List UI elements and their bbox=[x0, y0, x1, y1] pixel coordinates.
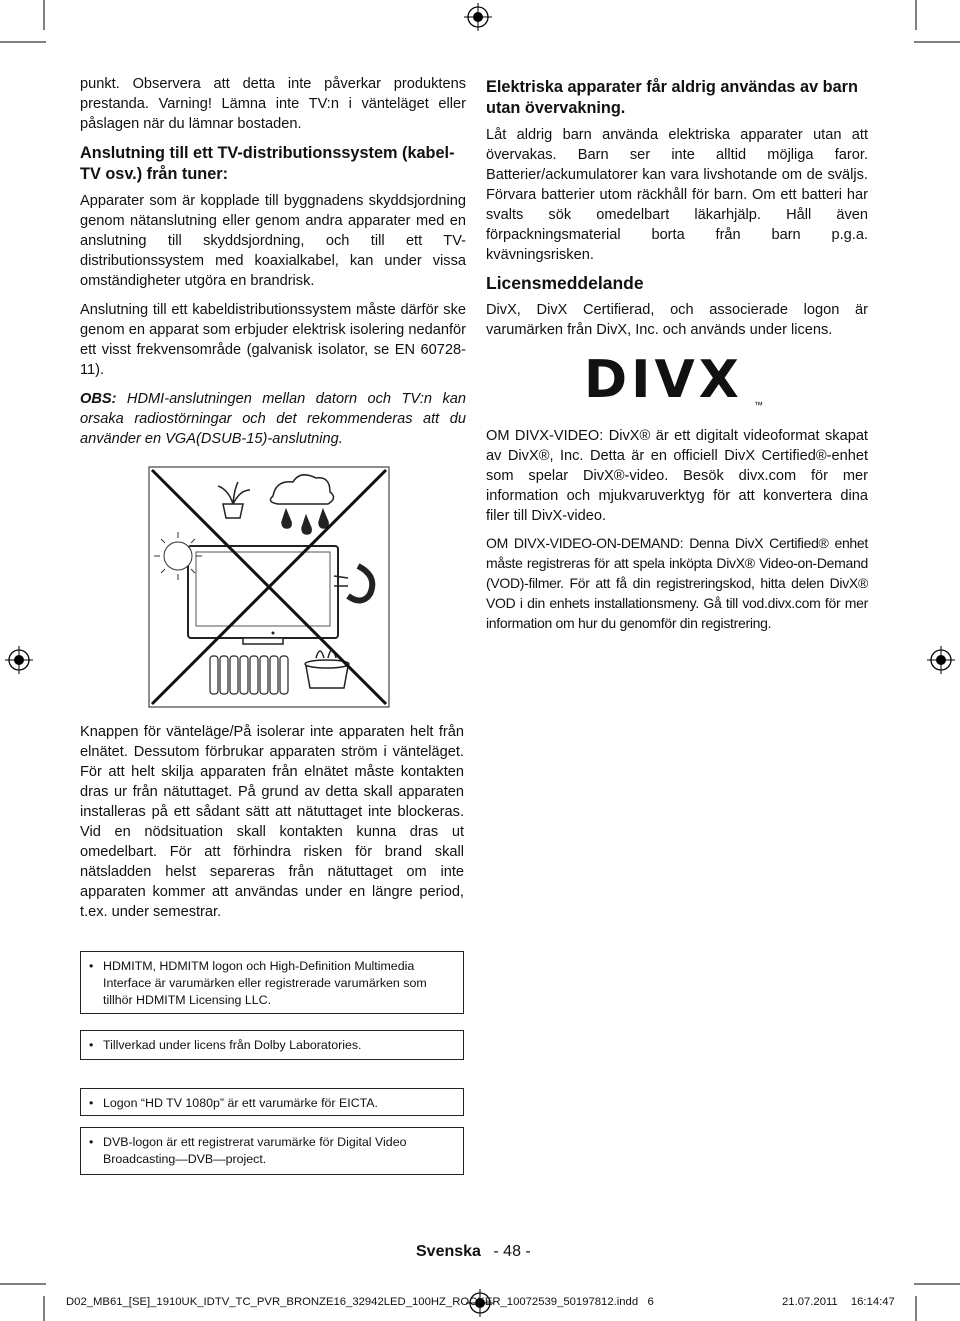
safety-warning-illustration bbox=[148, 466, 390, 708]
paragraph-children-safety: Låt aldrig barn använda elektriska apparater utan att övervakas. Barn ser inte alltid möjliga faror. Batterier/ackumulatorer kan vara livshotande om de sväljs. Förvara batterier utom räckhåll för barn. Om ett batteri har svalts sök omedelbart läkarhjälp. Håll även förpackningsmaterial borta från barn p.g.a. kvävningsrisken. bbox=[486, 127, 868, 263]
print-slug-filename: D02_MB61_[SE]_1910UK_IDTV_TC_PVR_BRONZE16_32942LED_100HZ_ROCKER_10072539_50197812.indd 6 bbox=[66, 1296, 654, 1308]
notice-text: DVB-logon är ett registrerat varumärke för Digital Video Broadcasting—DVB—project. bbox=[103, 1135, 407, 1166]
bullet: • bbox=[89, 959, 94, 973]
footer-page-number: - 48 - bbox=[493, 1243, 531, 1260]
right-column bbox=[486, 77, 868, 633]
paragraph-grounding: Apparater som är kopplade till byggnadens skyddsjordning genom nätanslutning eller genom andra apparater med en anslutning till skyddsjordning, och till ett TV-distributionssystem med koaxialkabel, kan under vissa omständigheter utgöra en brandrisk. bbox=[80, 193, 466, 289]
page-footer bbox=[416, 1243, 531, 1261]
print-slug-time: 16:14:47 bbox=[850, 1296, 895, 1308]
notice-hdmi bbox=[80, 951, 464, 1014]
print-slug-date: 21.07.2011 bbox=[782, 1296, 838, 1308]
divx-logo-text: DIVX bbox=[584, 350, 743, 410]
paragraph-divx-video: OM DIVX-VIDEO: DivX® är ett digitalt videoformat skapat av DivX®, Inc. Detta är en officiell DivX Certified®-enhet som spelar DivX®-video. Besök divx.com för mer information och mjukvaruverktyg för att konvertera dina filer till DivX-video. bbox=[486, 428, 868, 524]
heading-tv-distribution: Anslutning till ett TV-distributionssystem (kabel-TV osv.) från tuner: bbox=[80, 144, 455, 183]
paragraph-isolator: Anslutning till ett kabeldistributionssystem måste därför ske genom en apparat som erbjuder elektrisk isolering nedanför ett visst frekvensområde (galvanisk isolator, se EN 60728-11). bbox=[80, 302, 466, 378]
heading-license: Licensmeddelande bbox=[486, 273, 644, 293]
notice-dolby bbox=[80, 1030, 464, 1060]
obs-text: HDMI-anslutningen mellan datorn och TV:n kan orsaka radiostörningar och det rekommenderas att du använder en VGA(DSUB-15)-anslutning. bbox=[80, 391, 466, 447]
divx-logo-trademark: ™ bbox=[754, 400, 763, 410]
notice-dvb bbox=[80, 1127, 464, 1175]
notice-text: Tillverkad under licens från Dolby Laboratories. bbox=[103, 1038, 362, 1052]
bullet: • bbox=[89, 1135, 94, 1149]
divx-logo bbox=[486, 348, 868, 420]
print-slug-datetime bbox=[782, 1296, 895, 1308]
paragraph-standby-warning: punkt. Observera att detta inte påverkar produktens prestanda. Varning! Lämna inte TV:n i vänteläget eller påslagen när du lämnar bostaden. bbox=[80, 76, 466, 132]
notice-text: Logon “HD TV 1080p” är ett varumärke för EICTA. bbox=[103, 1096, 379, 1110]
bullet: • bbox=[89, 1096, 94, 1110]
left-column bbox=[80, 74, 466, 449]
bullet: • bbox=[89, 1038, 94, 1052]
obs-label: OBS: bbox=[80, 391, 117, 407]
paragraph-license: DivX, DivX Certifierad, och associerade logon är varumärken från DivX, Inc. och används under licens. bbox=[486, 302, 868, 338]
notice-text: HDMITM, HDMITM logon och High-Definition Multimedia Interface är varumärken eller registrerade varumärken som tillhör HDMITM Licensing LLC. bbox=[103, 959, 427, 1007]
heading-children-safety: Elektriska apparater får aldrig användas av barn utan övervakning. bbox=[486, 78, 858, 117]
notice-hdtv bbox=[80, 1088, 464, 1116]
paragraph-standby-button: Knappen för vänteläge/På isolerar inte apparaten helt från elnätet. Dessutom förbrukar apparaten ström i vänteläget. För att helt skilja apparaten från elnätet måste kontakten dras ur från nätuttaget. På grund av detta skall apparaten installeras på ett sådant sätt att nätuttaget inte blockeras. Vid en nödsituation skall kontakten kunna dras ut omedelbart. För att förhindra risken för brand skall nätsladden helst separeras från nätuttaget om inte apparaten kommer att användas under en längre period, t.ex. under semestrar. bbox=[80, 724, 464, 920]
footer-language: Svenska bbox=[416, 1243, 481, 1260]
paragraph-divx-vod: OM DIVX-VIDEO-ON-DEMAND: Denna DivX Certified® enhet måste registreras för att spela inköpta DivX® Video-on-Demand (VOD)-filmer. För att få din registreringskod, hitta delen DivX® VOD i din enhets installationsmeny. Gå till vod.divx.com för mer information om hur du genomför din registrering. bbox=[486, 535, 868, 631]
paragraph-obs bbox=[80, 389, 466, 449]
